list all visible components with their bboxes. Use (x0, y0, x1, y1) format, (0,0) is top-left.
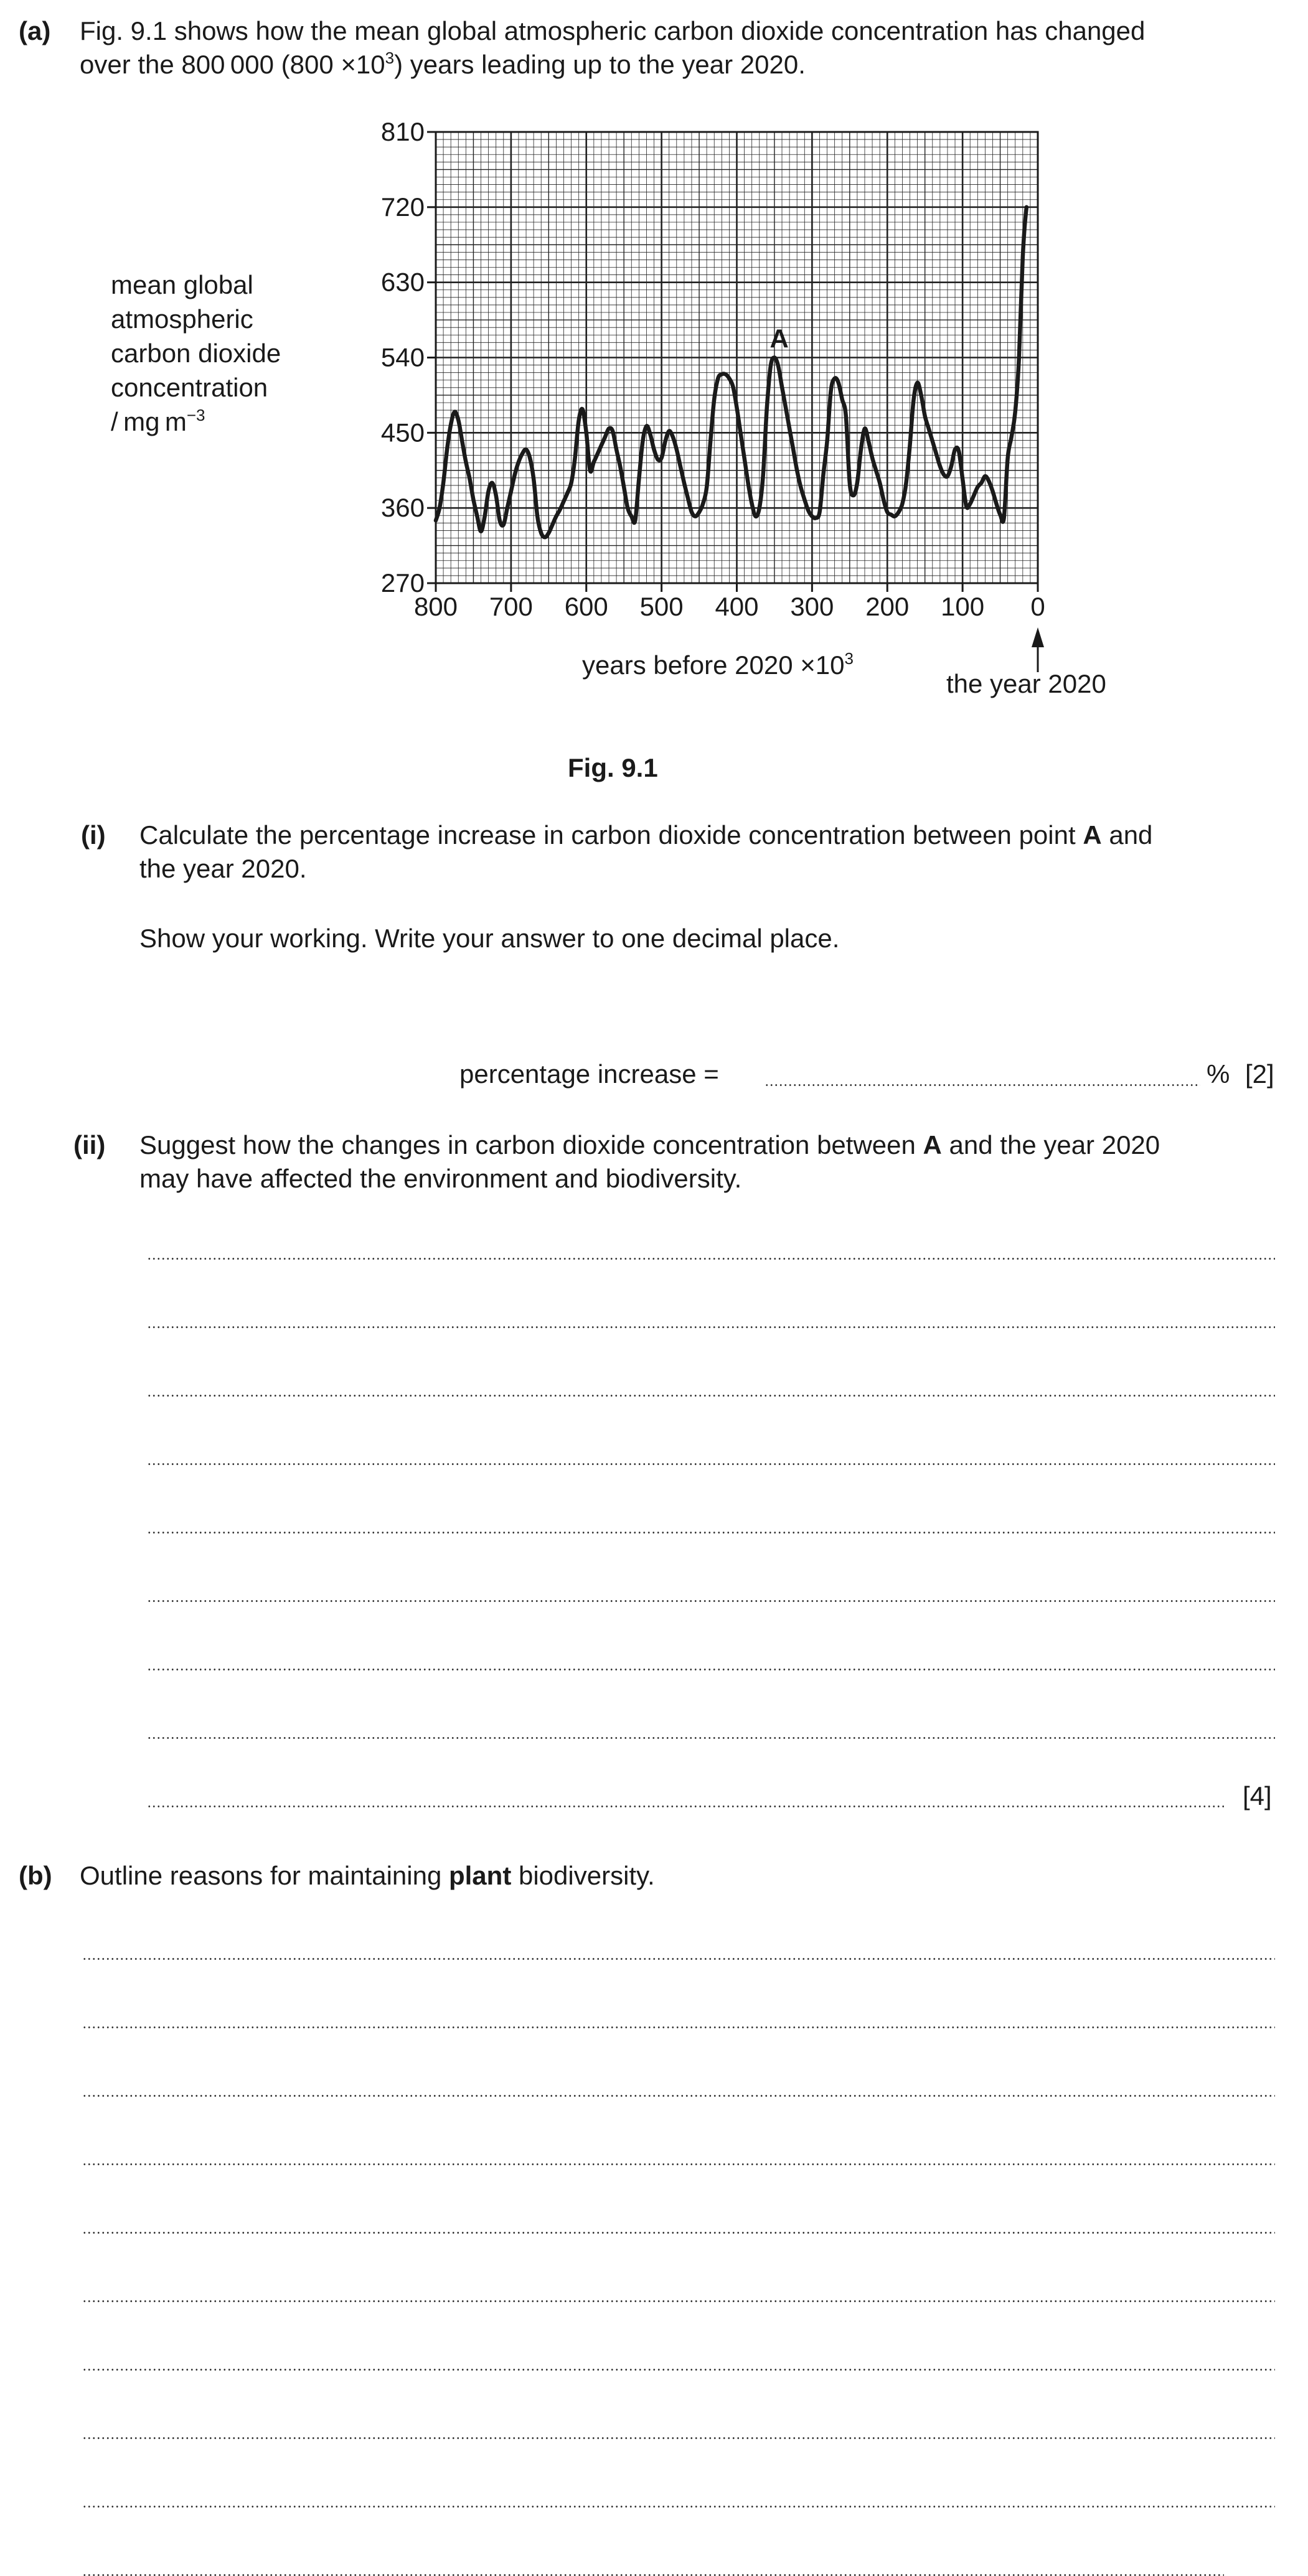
marks-ii: [4] (1243, 1781, 1272, 1810)
answer-line-b[interactable] (82, 2300, 1275, 2302)
y-tick-label: 540 (380, 342, 425, 372)
answer-line-b[interactable] (82, 2163, 1275, 2165)
x-tick-label: 500 (639, 592, 684, 621)
figure-caption: Fig. 9.1 (568, 753, 658, 782)
answer-line-b[interactable] (82, 2506, 1275, 2508)
answer-unit-percent: % (1207, 1059, 1230, 1089)
x-tick-label: 100 (941, 592, 985, 621)
y-tick-label: 450 (380, 418, 425, 447)
question-label-b: (b) (19, 1861, 52, 1890)
question-label-a: (a) (19, 16, 51, 45)
x-tick-label: 200 (865, 592, 910, 621)
marks-i: [2] (1245, 1059, 1274, 1089)
co2-line-chart (0, 0, 1308, 716)
y-tick-label: 270 (380, 568, 425, 597)
y-tick-label: 810 (380, 117, 425, 146)
answer-line-ii[interactable] (147, 1395, 1275, 1397)
question-b-text: Outline reasons for maintaining plant biodiversity. (80, 1861, 655, 1890)
x-tick-label: 300 (790, 592, 834, 621)
y-axis-label-line: concentration (111, 373, 268, 402)
point-a-label: A (769, 324, 789, 354)
x-tick-label: 600 (564, 592, 608, 621)
chart-grid (436, 132, 1038, 583)
answer-line-ii[interactable] (147, 1532, 1275, 1534)
y-axis-unit: / mg $m^{-3}$ (111, 405, 205, 436)
answer-line-ii[interactable] (147, 1737, 1275, 1739)
question-label-ii: (ii) (73, 1130, 106, 1159)
y-axis-label-line: mean global (111, 270, 253, 299)
y-axis-label-line: atmospheric (111, 304, 253, 334)
answer-line-b[interactable] (82, 2232, 1275, 2234)
x-tick-label: 800 (413, 592, 458, 621)
intro-text-line2: over the 800 000 $(800 \times 10^3)$ years leading up to the year 2020. (80, 48, 806, 79)
x-tick-label: 400 (715, 592, 759, 621)
x-axis-label: years before $2020 \times 10^3$ (582, 649, 854, 680)
question-ii-text-line1: Suggest how the changes in carbon dioxide concentration between A and the year 2020 (139, 1130, 1160, 1159)
question-i-text-line2: the year 2020. (139, 854, 307, 883)
answer-label-percentage: percentage increase = (459, 1059, 719, 1089)
question-i-instruction: Show your working. Write your answer to one decimal place. (139, 924, 840, 953)
answer-line-percentage[interactable] (765, 1084, 1200, 1086)
answer-line-ii[interactable] (147, 1600, 1275, 1602)
x-tick-label: 700 (489, 592, 533, 621)
x-tick-label: 0 (1030, 592, 1045, 621)
answer-line-ii[interactable] (147, 1258, 1275, 1260)
answer-line-ii[interactable] (147, 1326, 1275, 1328)
chart-data-layer (436, 207, 1027, 537)
y-tick-label: 630 (380, 267, 425, 297)
answer-line-b[interactable] (82, 2095, 1275, 2097)
answer-line-b[interactable] (82, 2369, 1275, 2371)
answer-line-b[interactable] (82, 2437, 1275, 2439)
question-i-text-line1: Calculate the percentage increase in carbon dioxide concentration between point A and (139, 820, 1153, 850)
answer-line-ii[interactable] (147, 1806, 1224, 1807)
question-ii-text-line2: may have affected the environment and biodiversity. (139, 1164, 742, 1193)
answer-line-ii[interactable] (147, 1669, 1275, 1670)
y-tick-label: 360 (380, 493, 425, 523)
y-axis-label-line: carbon dioxide (111, 339, 281, 368)
answer-line-ii[interactable] (147, 1463, 1275, 1465)
answer-line-b[interactable] (82, 1958, 1275, 1960)
year-2020-label: the year 2020 (946, 669, 1106, 698)
co2-data-line (436, 207, 1027, 537)
question-label-i: (i) (81, 820, 106, 850)
y-tick-label: 720 (380, 192, 425, 222)
intro-text-line1: Fig. 9.1 shows how the mean global atmospheric carbon dioxide concentration has changed (80, 16, 1146, 45)
year-2020-arrow (1032, 627, 1044, 672)
answer-line-b[interactable] (82, 2026, 1275, 2028)
